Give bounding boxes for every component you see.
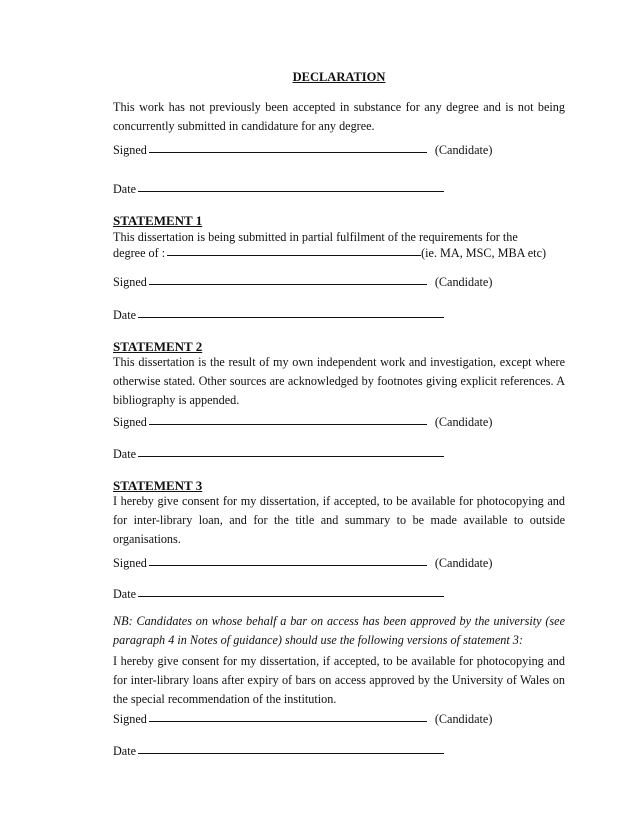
date-label: Date bbox=[113, 744, 137, 758]
statement1-date-row bbox=[113, 306, 444, 325]
statement1-date-line[interactable] bbox=[138, 316, 444, 318]
date-label: Date bbox=[113, 182, 137, 196]
page-title: DECLARATION bbox=[292, 70, 386, 84]
declaration-signed-row bbox=[113, 141, 492, 160]
statement3-signed-row bbox=[113, 554, 492, 573]
degree-input-line[interactable] bbox=[167, 254, 421, 256]
statement3-alt-signature-line[interactable] bbox=[149, 720, 427, 722]
statement1-degree-row bbox=[113, 244, 546, 263]
candidate-label: (Candidate) bbox=[434, 556, 493, 570]
statement1-text: This dissertation is being submitted in partial fulfilment of the requirements for the bbox=[113, 230, 518, 244]
degree-examples: (ie. MA, MSC, MBA etc) bbox=[421, 246, 547, 260]
statement2-date-line[interactable] bbox=[138, 455, 444, 457]
statement3-alt-text: I hereby give consent for my dissertation, if accepted, to be available for photocopying and for inter-library loans after expiry of bars on access approved by the University of Wales on the special recommendation of the institution. bbox=[113, 654, 565, 706]
statement2-text: This dissertation is the result of my own independent work and investigation, except where otherwise stated. Other sources are acknowledged by footnotes giving explicit references. A bibliography is appended. bbox=[113, 355, 565, 407]
statement3-text: I hereby give consent for my dissertation, if accepted, to be available for photocopying and for inter-library loan, and for the title and summary to be made available to outside organisations. bbox=[113, 494, 565, 546]
candidate-label: (Candidate) bbox=[434, 143, 493, 157]
statement1-signed-row bbox=[113, 273, 492, 292]
signed-label: Signed bbox=[113, 143, 147, 157]
date-label: Date bbox=[113, 447, 137, 461]
statement2-signed-row bbox=[113, 413, 492, 432]
statement3-signature-line[interactable] bbox=[149, 564, 427, 566]
statement3-date-row bbox=[113, 585, 444, 604]
declaration-date-line[interactable] bbox=[138, 190, 444, 192]
statement2-signature-line[interactable] bbox=[149, 423, 427, 425]
declaration-signature-line[interactable] bbox=[149, 151, 427, 153]
nb-note: NB: Candidates on whose behalf a bar on access has been approved by the university (see paragraph 4 in Notes of guidance) should use the following versions of statement 3: bbox=[113, 614, 565, 647]
signed-label: Signed bbox=[113, 275, 147, 289]
candidate-label: (Candidate) bbox=[434, 712, 493, 726]
declaration-text: This work has not previously been accepted in substance for any degree and is not being concurrently submitted in candidature for any degree. bbox=[113, 100, 565, 133]
candidate-label: (Candidate) bbox=[434, 275, 493, 289]
statement3-alt-date-row bbox=[113, 742, 444, 761]
signed-label: Signed bbox=[113, 712, 147, 726]
declaration-date-row bbox=[113, 180, 444, 199]
degree-label: degree of : bbox=[113, 246, 166, 260]
signed-label: Signed bbox=[113, 415, 147, 429]
statement3-date-line[interactable] bbox=[138, 595, 444, 597]
statement3-alt-signed-row bbox=[113, 710, 492, 729]
statement1-signature-line[interactable] bbox=[149, 283, 427, 285]
statement1-heading: STATEMENT 1 bbox=[113, 213, 203, 228]
date-label: Date bbox=[113, 308, 137, 322]
statement3-heading: STATEMENT 3 bbox=[113, 478, 203, 493]
statement3-alt-date-line[interactable] bbox=[138, 752, 444, 754]
statement2-heading: STATEMENT 2 bbox=[113, 339, 203, 354]
statement2-date-row bbox=[113, 445, 444, 464]
date-label: Date bbox=[113, 587, 137, 601]
candidate-label: (Candidate) bbox=[434, 415, 493, 429]
signed-label: Signed bbox=[113, 556, 147, 570]
